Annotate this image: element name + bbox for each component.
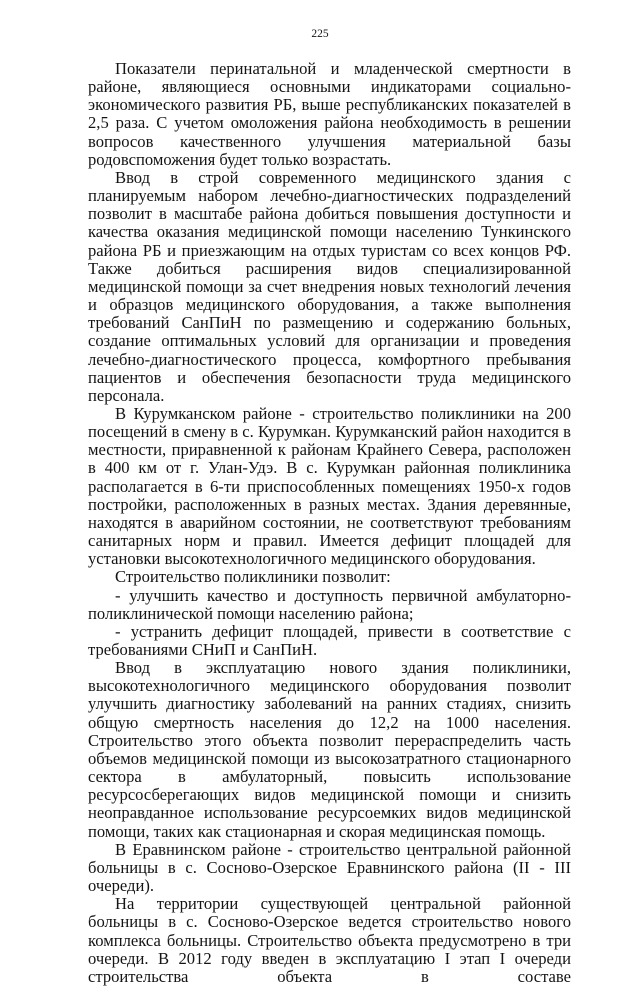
paragraph-tunka-medical-building: Ввод в строй современного медицинского здания с планируемым набором лечебно-диагностических подразделений позволит в масштабе района добиться повышения доступности и качества оказания медицинской помощи населению Тункинского района РБ и приезжающим на отдых туристам со всех концов РФ. Также добиться расширения видов специализированной медицинской помощи за счет внедрения новых технологий лечения и образцов медицинского оборудования, а также выполнения требований СанПиН по размещению и содержанию больных, создание оптимальных условий для организации и проведения лечебно-диагностического процесса, комфортного пребывания пациентов и обеспечения безопасности труда медицинского персонала.: [88, 167, 571, 405]
paragraph-kurumkan-polyclinic: В Курумканском районе - строительство поликлиники на 200 посещений в смену в с. Курумкан. Курумканский район находится в местности, приравненной к районам Крайнего Севера, расположен в 400 км от г. Улан-Удэ. В с. Курумкан районная поликлиника располагается в 6-ти приспособленных помещениях 1950-х годов постройки, расположенных в разных местах. Здания деревянные, находятся в аварийном состоянии, не соответствуют требованиям санитарных норм и правил. Имеется дефицит площадей для установки высокотехнологичного медицинского оборудования.: [88, 403, 571, 569]
list-item-eliminate-deficit: - устранить дефицит площадей, привести в соответствие с требованиями СНиП и СанПиН.: [88, 621, 571, 659]
paragraph-commissioning-outcomes: Ввод в эксплуатацию нового здания поликлиники, высокотехнологичного медицинского оборудования позволит улучшить диагностику заболеваний на ранних стадиях, снизить общую смертность населения до 12,2 на 1000 населения. Строительство этого объекта позволит перераспределить часть объемов медицинской помощи из высокозатратного стационарного сектора в амбулаторный, повысить использование ресурсосберегающих видов медицинской помощи и снизить неоправданное использование ресурсоемких видов медицинской помощи, таких как стационарная и скорая медицинская помощь.: [88, 658, 571, 841]
list-item-improve-access: - улучшить качество и доступность первичной амбулаторно-поликлинической помощи населению района;: [88, 585, 571, 623]
paragraph-polyclinic-benefits-intro: Строительство поликлиники позволит:: [115, 567, 391, 587]
page-number: 225: [311, 28, 329, 40]
paragraph-perinatal-mortality: Показатели перинатальной и младенческой смертности в районе, являющиеся основными индикаторами социально-экономического развития РБ, выше республиканских показателей в 2,5 раза. С учетом омоложения района необходимость в решении вопросов качественного улучшения материальной базы родовспоможения будет только возрастать.: [88, 59, 571, 169]
document-body: [88, 60, 571, 986]
paragraph-sosnovo-ozerskoe-construction: На территории существующей центральной районной больницы в с. Сосново-Озерское ведется строительство нового комплекса больницы. Строительство объекта предусмотрено в три очереди. В 2012 году введен в эксплуатацию I этап I очереди строительства объекта в составе: [88, 894, 571, 986]
paragraph-eravna-hospital: В Еравнинском районе - строительство центральной районной больницы в с. Сосново-Озерское Еравнинского района (II - III очереди).: [88, 839, 571, 896]
